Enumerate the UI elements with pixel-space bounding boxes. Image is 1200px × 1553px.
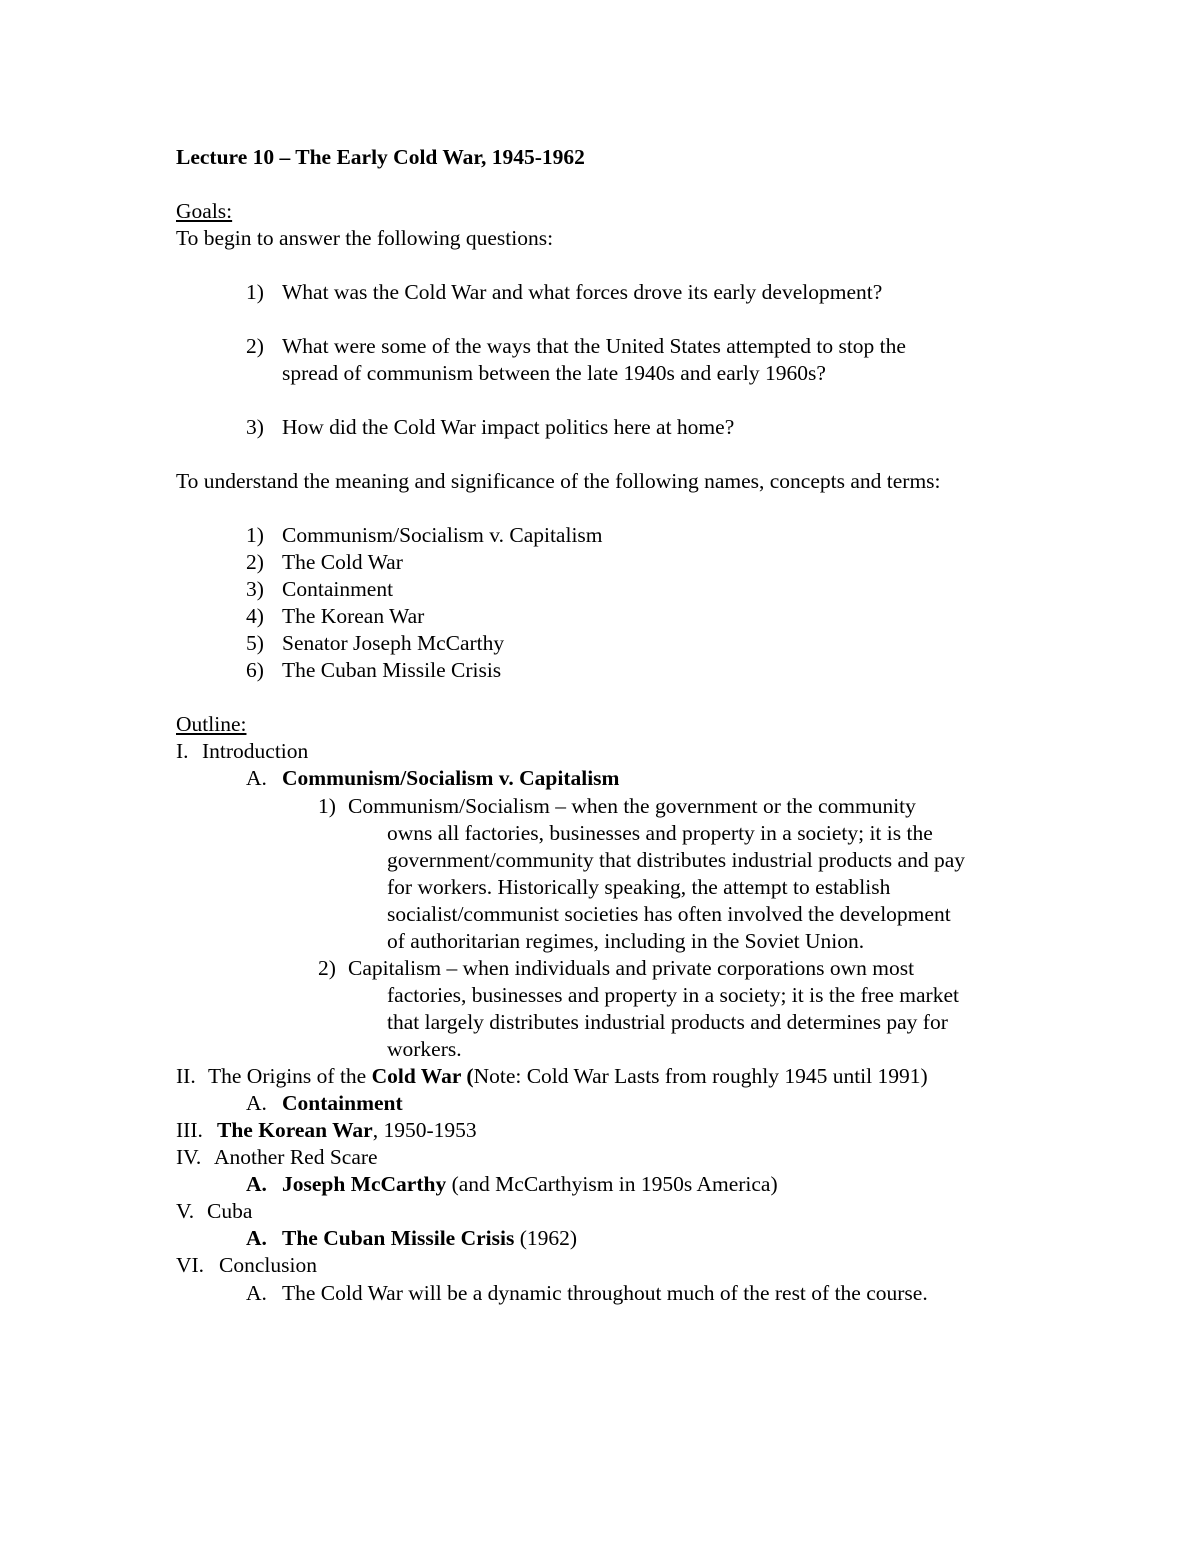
question-text: What was the Cold War and what forces drove its early development? xyxy=(282,280,883,304)
subsection-title: Communism/Socialism v. Capitalism xyxy=(282,766,620,790)
point-text: of authoritarian regimes, including in the Soviet Union. xyxy=(387,929,865,953)
point-text: for workers. Historically speaking, the attempt to establish xyxy=(387,875,891,899)
question-text: What were some of the ways that the United States attempted to stop the xyxy=(282,334,906,358)
section-numeral: IV. xyxy=(176,1145,202,1169)
subsection-letter: A. xyxy=(246,1226,267,1250)
section-title: Cuba xyxy=(207,1199,253,1223)
term-number: 2) xyxy=(246,550,264,574)
goals-intro: To begin to answer the following questions: xyxy=(176,226,554,250)
point-text: Capitalism – when individuals and private corporations own most xyxy=(348,956,915,980)
term-text: The Cold War xyxy=(282,550,403,574)
subsection-title: The Cold War will be a dynamic throughout much of the rest of the course. xyxy=(282,1281,928,1305)
term-number: 4) xyxy=(246,604,264,628)
term-number: 3) xyxy=(246,577,264,601)
subsection-letter: A. xyxy=(246,1281,267,1305)
point-text: government/community that distributes industrial products and pay xyxy=(387,848,966,872)
point-number: 2) xyxy=(318,956,336,980)
term-text: Containment xyxy=(282,577,394,601)
term-text: Communism/Socialism v. Capitalism xyxy=(282,523,603,547)
terms-intro: To understand the meaning and significance of the following names, concepts and terms: xyxy=(176,469,941,493)
question-number: 1) xyxy=(246,280,264,304)
point-text: workers. xyxy=(387,1037,462,1061)
section-title: Introduction xyxy=(202,739,309,763)
section-numeral: III. xyxy=(176,1118,203,1142)
subsection-letter: A. xyxy=(246,1172,267,1196)
term-number: 5) xyxy=(246,631,264,655)
point-number: 1) xyxy=(318,794,336,818)
section-numeral: II. xyxy=(176,1064,196,1088)
point-text: socialist/communist societies has often involved the development xyxy=(387,902,951,926)
section-title: The Korean War, 1950-1953 xyxy=(217,1118,477,1142)
term-text: Senator Joseph McCarthy xyxy=(282,631,505,655)
point-text: factories, businesses and property in a society; it is the free market xyxy=(387,983,959,1007)
term-number: 1) xyxy=(246,523,264,547)
section-title: Another Red Scare xyxy=(214,1145,378,1169)
subsection-title: Containment xyxy=(282,1091,403,1115)
subsection-letter: A. xyxy=(246,1091,267,1115)
question-number: 2) xyxy=(246,334,264,358)
term-text: The Cuban Missile Crisis xyxy=(282,658,502,682)
term-text: The Korean War xyxy=(282,604,425,628)
point-text: that largely distributes industrial products and determines pay for xyxy=(387,1010,948,1034)
question-text: How did the Cold War impact politics here at home? xyxy=(282,415,735,439)
subsection-title: Joseph McCarthy (and McCarthyism in 1950s America) xyxy=(282,1172,778,1196)
section-numeral: I. xyxy=(176,739,189,763)
question-number: 3) xyxy=(246,415,264,439)
page-title: Lecture 10 – The Early Cold War, 1945-1962 xyxy=(176,145,585,169)
section-numeral: VI. xyxy=(176,1253,205,1277)
section-numeral: V. xyxy=(176,1199,195,1223)
question-text: spread of communism between the late 1940s and early 1960s? xyxy=(282,361,826,385)
section-title: Conclusion xyxy=(219,1253,317,1277)
point-text: Communism/Socialism – when the government or the community xyxy=(348,794,916,818)
point-text: owns all factories, businesses and property in a society; it is the xyxy=(387,821,933,845)
section-title: The Origins of the Cold War (Note: Cold War Lasts from roughly 1945 until 1991) xyxy=(208,1064,928,1088)
outline-heading: Outline: xyxy=(176,712,247,736)
subsection-title: The Cuban Missile Crisis (1962) xyxy=(282,1226,578,1250)
term-number: 6) xyxy=(246,658,264,682)
subsection-letter: A. xyxy=(246,766,267,790)
goals-heading: Goals: xyxy=(176,199,233,223)
